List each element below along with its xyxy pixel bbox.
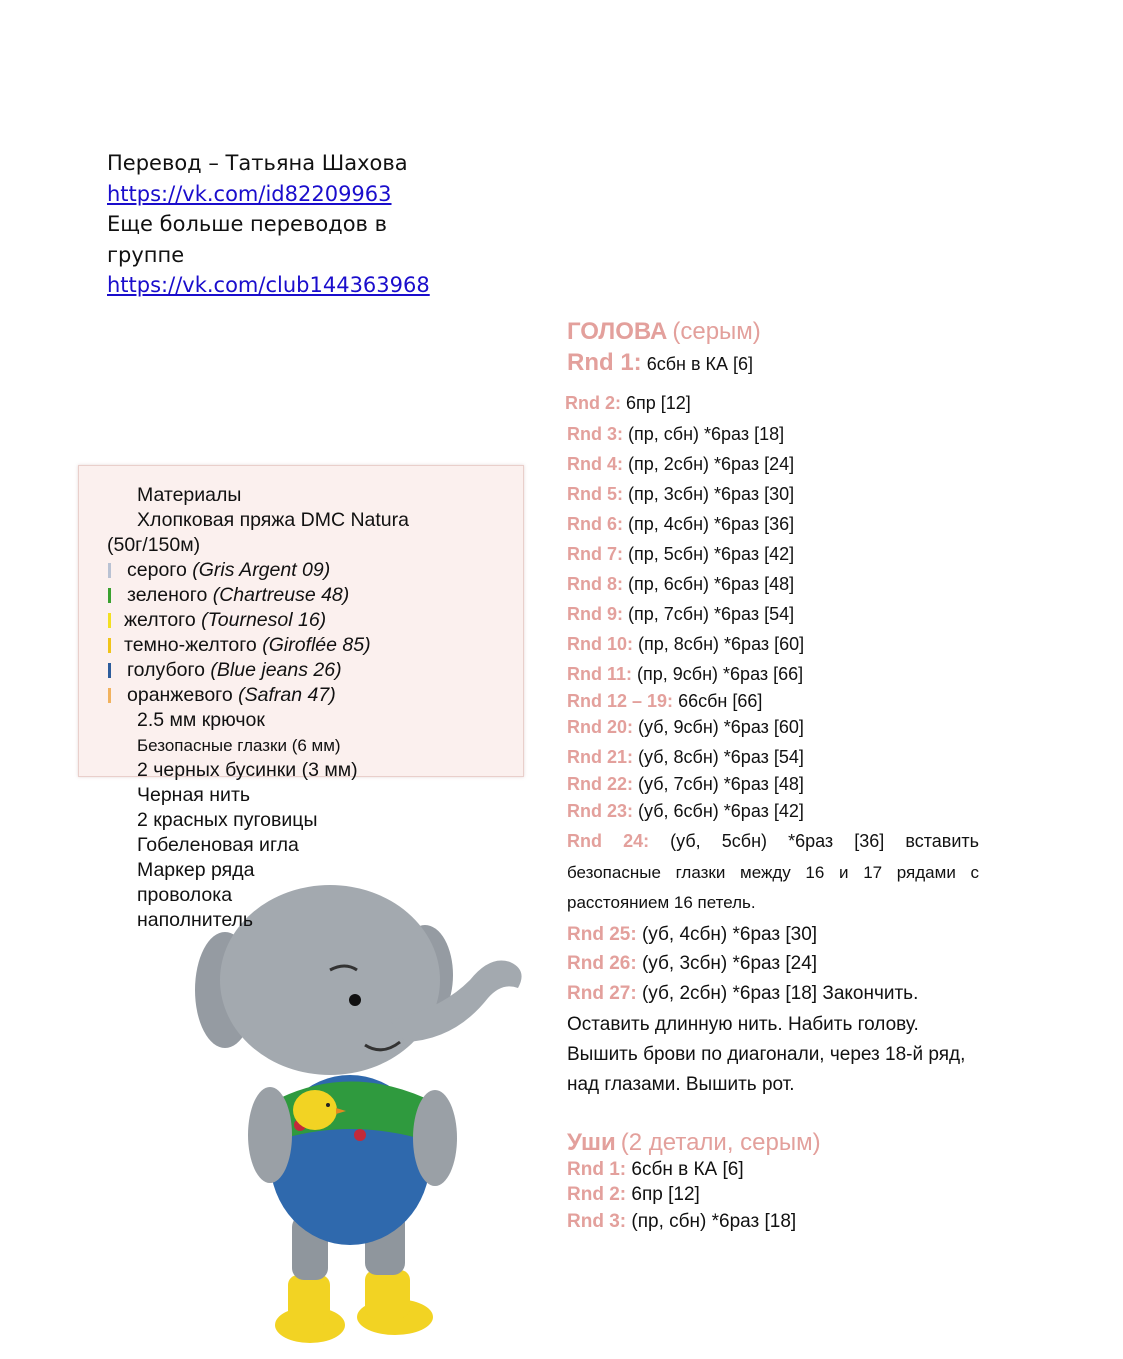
round-label: Rnd 10: (567, 634, 634, 654)
pattern-row (567, 1159, 744, 1181)
yarn-color-blue (107, 658, 409, 683)
yarn-color-code: (Giroflée 85) (262, 634, 371, 656)
pattern-row (567, 1184, 700, 1206)
finish-instruction: над глазами. Вышить рот. (567, 1074, 795, 1095)
ears-title: Уши (567, 1129, 616, 1156)
round-instruction: (пр, 7сбн) *6раз [54] (628, 604, 795, 624)
pattern-row (567, 574, 794, 595)
round-instruction: 6сбн в КА [6] (646, 354, 754, 374)
gray-swatch (108, 563, 111, 578)
round-instruction: 6пр [12] (631, 1184, 700, 1205)
round-instruction: (пр, 6сбн) *6раз [48] (628, 574, 795, 594)
round-label: Rnd 5: (567, 484, 623, 504)
yellow-swatch (108, 613, 111, 628)
pattern-row (567, 544, 794, 565)
finish-instruction: Оставить длинную нить. Набить голову. (567, 1014, 919, 1035)
pattern-row-24 (567, 831, 979, 852)
pattern-row (567, 514, 794, 535)
round-instruction: (уб, 5сбн) *6раз [36] вставить (670, 831, 979, 851)
material-item: проволока (137, 884, 233, 906)
dark-yellow-swatch (108, 638, 111, 653)
pattern-row (567, 747, 804, 768)
material-item: 2.5 мм крючок (137, 709, 265, 731)
round-label: Rnd 24: (567, 831, 650, 851)
pattern-row (567, 634, 804, 655)
round-label: Rnd 6: (567, 514, 623, 534)
ears-section-heading (567, 1129, 821, 1157)
blue-swatch (108, 663, 111, 678)
round-label: Rnd 11: (567, 664, 633, 684)
yarn-color-code: (Tournesol 16) (201, 609, 327, 631)
yarn-color-code: (Safran 47) (238, 684, 336, 706)
pattern-row (567, 953, 817, 975)
yarn-color-code: (Chartreuse 48) (212, 584, 350, 606)
material-item: 2 черных бусинки (3 мм) (137, 759, 358, 781)
round-label: Rnd 3: (567, 424, 623, 444)
translator-credit: Перевод – Татьяна Шахова (107, 151, 408, 175)
round-instruction: (пр, 9сбн) *6раз [66] (637, 664, 804, 684)
round-instruction: (уб, 7сбн) *6раз [48] (638, 774, 804, 794)
orange-swatch (108, 688, 111, 703)
round-instruction: (пр, 8сбн) *6раз [60] (638, 634, 805, 654)
round-instruction: (пр, 3сбн) *6раз [30] (628, 484, 795, 504)
round-label: Rnd 26: (567, 953, 637, 974)
more-translations-text: Еще больше переводов в (107, 212, 387, 236)
round-label: Rnd 12 – 19: (567, 691, 674, 711)
round-instruction: 6сбн в КА [6] (631, 1159, 744, 1180)
round-instruction: (пр, сбн) *6раз [18] (631, 1211, 797, 1232)
round-label: Rnd 23: (567, 801, 634, 821)
yarn-color-green (107, 583, 409, 608)
more-translations-text-2: группе (107, 242, 185, 267)
pattern-row-24-cont: безопасные глазки между 16 и 17 рядами с (567, 863, 979, 882)
round-label: Rnd 27: (567, 983, 637, 1004)
yarn-color-gray (107, 558, 409, 583)
round-instruction: (уб, 9сбн) *6раз [60] (638, 717, 804, 737)
pattern-row (567, 664, 803, 685)
round-label: Rnd 7: (567, 544, 623, 564)
yarn-color-name: голубого (127, 659, 205, 681)
round-instruction: (уб, 3сбн) *6раз [24] (641, 953, 818, 974)
material-item: Маркер ряда (137, 859, 255, 881)
round-instruction: (уб, 6сбн) *6раз [42] (638, 801, 804, 821)
round-instruction: (уб, 4сбн) *6раз [30] (641, 924, 818, 945)
round-instruction: (уб, 8сбн) *6раз [54] (638, 747, 804, 767)
material-item: Гобеленовая игла (137, 834, 299, 856)
round-instruction: (пр, 5сбн) *6раз [42] (628, 544, 795, 564)
finish-instruction: Вышить брови по диагонали, через 18-й ряд, (567, 1044, 966, 1065)
round-instruction: (пр, 2сбн) *6раз [24] (628, 454, 795, 474)
material-item: Безопасные глазки (6 мм) (137, 736, 341, 755)
amigurumi-elephant-illustration (150, 870, 550, 1350)
round-instruction: (пр, 4сбн) *6раз [36] (628, 514, 795, 534)
round-label: Rnd 1: (567, 349, 642, 376)
pattern-row (567, 604, 794, 625)
round-instruction: (уб, 2сбн) *6раз [18] Закончить. (641, 983, 919, 1004)
material-item: Черная нить (137, 784, 251, 806)
group-vk-link[interactable]: https://vk.com/club144363968 (107, 273, 430, 297)
pattern-row (565, 393, 691, 414)
head-color-note: (серым) (672, 318, 761, 345)
pattern-row (567, 801, 804, 822)
pattern-row (567, 484, 794, 505)
pattern-row (567, 424, 784, 445)
yarn-color-dark-yellow (107, 633, 409, 658)
round-label: Rnd 20: (567, 717, 634, 737)
materials-list (107, 483, 409, 933)
translator-vk-link[interactable]: https://vk.com/id82209963 (107, 181, 392, 206)
round-label: Rnd 25: (567, 924, 637, 945)
pattern-row (567, 454, 794, 475)
round-label: Rnd 22: (567, 774, 634, 794)
material-item: 2 красных пуговицы (137, 809, 318, 831)
yarn-color-name: серого (127, 559, 187, 581)
round-instruction: 6пр [12] (626, 393, 691, 413)
round-label: Rnd 2: (567, 1184, 627, 1205)
pattern-row (567, 717, 804, 738)
round-label: Rnd 4: (567, 454, 623, 474)
round-label: Rnd 1: (567, 1159, 627, 1180)
pattern-row (567, 691, 762, 712)
materials-title: Материалы (137, 484, 242, 506)
round-label: Rnd 3: (567, 1211, 627, 1232)
pattern-row (567, 924, 817, 946)
yarn-color-name: желтого (124, 609, 196, 631)
round-instruction: 66сбн [66] (678, 691, 763, 711)
yarn-description: Хлопковая пряжа DMC Natura (137, 509, 409, 531)
round-instruction: (пр, сбн) *6раз [18] (628, 424, 785, 444)
pattern-row (567, 349, 753, 377)
yarn-color-name: зеленого (127, 584, 208, 606)
round-label: Rnd 2: (565, 393, 621, 413)
head-title: ГОЛОВА (567, 318, 668, 345)
yarn-color-code: (Gris Argent 09) (192, 559, 331, 581)
green-swatch (108, 588, 111, 603)
pattern-row-24-cont: расстоянием 16 петель. (567, 893, 756, 912)
head-section-heading (567, 318, 761, 346)
ears-color-note: (2 детали, серым) (620, 1129, 821, 1156)
yarn-color-code: (Blue jeans 26) (210, 659, 342, 681)
material-item: наполнитель (137, 909, 254, 931)
yarn-color-orange (107, 683, 409, 708)
yarn-weight: (50г/150м) (107, 534, 201, 556)
pattern-row (567, 774, 804, 795)
yarn-color-name: темно-желтого (124, 634, 257, 656)
pattern-row (567, 1211, 796, 1233)
yarn-color-name: оранжевого (127, 684, 233, 706)
round-label: Rnd 8: (567, 574, 623, 594)
round-label: Rnd 9: (567, 604, 623, 624)
yarn-color-yellow (107, 608, 409, 633)
credits-block (107, 148, 430, 301)
pattern-row (567, 983, 918, 1005)
round-label: Rnd 21: (567, 747, 634, 767)
